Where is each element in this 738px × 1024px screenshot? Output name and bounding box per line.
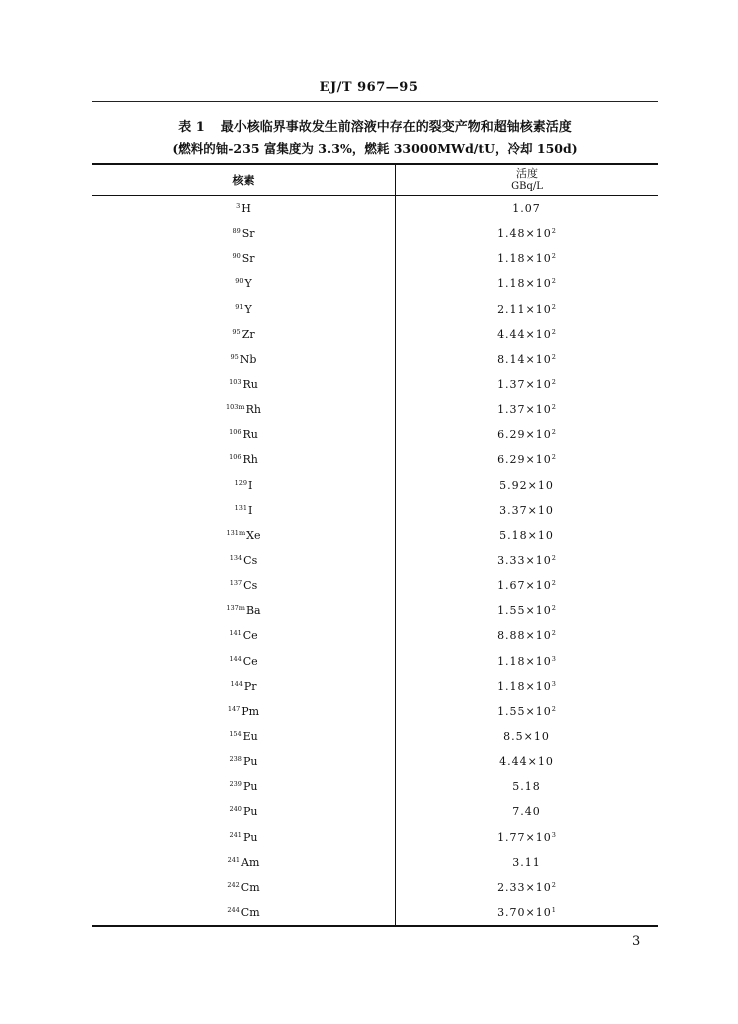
activity-exponent: 2 (551, 428, 556, 437)
element-symbol: I (248, 478, 253, 492)
activity-value: 1.77×10 (497, 830, 552, 844)
mass-number: 144 (229, 654, 242, 663)
nuclide-cell (92, 655, 395, 668)
nuclide-cell (92, 277, 395, 290)
nuclide-cell (92, 252, 395, 265)
element-symbol: Pm (241, 704, 260, 718)
activity-cell (395, 755, 658, 768)
activity-cell (395, 252, 658, 265)
element-symbol: I (248, 503, 253, 517)
mass-number: 134 (229, 554, 243, 563)
header-rule (92, 101, 658, 102)
mass-number: 131 (234, 503, 248, 512)
table-body (92, 196, 658, 925)
nuclide-cell (92, 504, 395, 517)
element-symbol: Cs (243, 554, 258, 568)
nuclide-cell (92, 202, 395, 215)
activity-value: 1.18×10 (497, 654, 552, 668)
element-symbol: Nb (239, 352, 257, 366)
nuclide-cell (92, 755, 395, 768)
activity-value: 5.92×10 (499, 478, 554, 492)
element-symbol: Ce (242, 654, 258, 668)
mass-number: 90 (232, 252, 241, 261)
column-header-nuclide: 核素 (92, 165, 396, 195)
element-symbol: Cs (243, 579, 258, 593)
mass-number: 141 (229, 629, 242, 638)
activity-cell (395, 227, 658, 240)
activity-exponent: 2 (551, 378, 556, 387)
page-number: 3 (632, 934, 641, 949)
nuclide-cell (92, 529, 395, 542)
mass-number: 241 (227, 855, 241, 864)
mass-number: 144 (230, 679, 243, 688)
activity-cell (395, 504, 658, 517)
activity-cell (395, 403, 658, 416)
table-row (92, 573, 658, 598)
activity-value: 5.18×10 (499, 528, 554, 542)
table-row (92, 196, 658, 221)
table-row (92, 372, 658, 397)
activity-label: 活度 (516, 167, 538, 180)
activity-cell (395, 604, 658, 617)
nuclide-cell (92, 780, 395, 793)
activity-value: 7.40 (512, 805, 541, 819)
activity-exponent: 2 (551, 352, 556, 361)
activity-exponent: 2 (551, 453, 556, 462)
mass-number: 239 (229, 780, 242, 789)
activity-cell (395, 378, 658, 391)
activity-cell (395, 881, 658, 894)
table-row (92, 724, 658, 749)
table-row (92, 397, 658, 422)
element-symbol: Zr (241, 327, 255, 341)
activity-cell (395, 705, 658, 718)
element-symbol: Xe (246, 528, 261, 542)
table-row (92, 322, 658, 347)
activity-cell (395, 277, 658, 290)
activity-exponent: 2 (551, 629, 556, 638)
table-row (92, 297, 658, 322)
nuclide-cell (92, 680, 395, 693)
nuclide-cell (92, 453, 395, 466)
activity-cell (395, 529, 658, 542)
mass-number: 103 (229, 378, 242, 387)
activity-value: 3.37×10 (499, 503, 554, 517)
nuclide-cell (92, 805, 395, 818)
activity-value: 3.70×10 (497, 906, 552, 919)
element-symbol: Cm (240, 880, 260, 894)
activity-value: 5.18 (512, 780, 541, 794)
mass-number: 95 (230, 352, 239, 361)
activity-cell (395, 453, 658, 466)
activity-exponent: 3 (551, 679, 556, 688)
table-header (92, 165, 658, 196)
mass-number: 241 (229, 830, 242, 839)
activity-cell (395, 328, 658, 341)
nuclide-cell (92, 428, 395, 441)
nuclide-cell (92, 831, 395, 844)
element-symbol: Rh (242, 453, 258, 467)
activity-exponent: 3 (551, 830, 556, 839)
mass-number: 106 (229, 453, 242, 462)
element-symbol: Pu (242, 805, 258, 819)
activity-value: 8.5×10 (503, 730, 550, 744)
mass-number: 129 (234, 478, 248, 487)
element-symbol: Pu (242, 830, 258, 844)
activity-exponent: 2 (551, 227, 556, 236)
table-subtitle: (燃料的铀-235 富集度为 3.3%，燃耗 33000MWd/tU，冷却 150d) (172, 141, 578, 156)
table-row (92, 271, 658, 296)
nuclide-activity-table (92, 163, 658, 927)
element-symbol: Pu (242, 780, 258, 794)
table-row (92, 623, 658, 648)
activity-value: 8.88×10 (497, 629, 552, 643)
activity-cell (395, 629, 658, 642)
mass-number: 106 (229, 428, 242, 437)
table-row (92, 221, 658, 246)
nuclide-cell (92, 579, 395, 592)
activity-value: 6.29×10 (497, 428, 552, 442)
element-symbol: Ru (242, 378, 258, 392)
table-row (92, 900, 658, 925)
element-symbol: Y (244, 277, 252, 291)
nuclide-cell (92, 479, 395, 492)
activity-cell (395, 303, 658, 316)
table-row (92, 749, 658, 774)
mass-number: 103m (226, 403, 245, 412)
activity-value: 1.37×10 (497, 403, 552, 417)
activity-value: 1.48×10 (497, 227, 552, 241)
activity-value: 1.18×10 (497, 252, 552, 266)
nuclide-cell (92, 629, 395, 642)
element-symbol: Sr (241, 227, 255, 241)
mass-number: 3 (236, 202, 241, 211)
element-symbol: Pr (243, 679, 257, 693)
element-symbol: Eu (242, 730, 258, 744)
mass-number: 89 (232, 227, 241, 236)
activity-cell (395, 579, 658, 592)
element-symbol: Am (241, 855, 260, 869)
mass-number: 240 (229, 805, 242, 814)
activity-value: 4.44×10 (499, 755, 554, 769)
mass-number: 131m (226, 528, 246, 537)
nuclide-cell (92, 378, 395, 391)
document-id: EJ/T 967—95 (319, 80, 419, 95)
activity-cell (395, 655, 658, 668)
table-row (92, 699, 658, 724)
table-number: 表 1 (178, 120, 205, 135)
table-row (92, 523, 658, 548)
table-row (92, 799, 658, 824)
nuclide-cell (92, 705, 395, 718)
table-row (92, 674, 658, 699)
nuclide-cell (92, 554, 395, 567)
activity-value: 3.11 (512, 855, 541, 869)
nuclide-cell (92, 403, 395, 416)
mass-number: 91 (235, 302, 244, 311)
activity-cell (395, 202, 658, 215)
activity-value: 3.33×10 (497, 554, 552, 568)
activity-exponent: 2 (551, 880, 556, 889)
element-symbol: Cm (240, 906, 260, 919)
activity-value: 1.67×10 (497, 579, 552, 593)
mass-number: 90 (235, 277, 244, 286)
activity-exponent: 3 (551, 654, 556, 663)
activity-exponent: 2 (551, 604, 556, 613)
table-title: 最小核临界事故发生前溶液中存在的裂变产物和超铀核素活度 (220, 120, 572, 135)
activity-exponent: 2 (551, 704, 556, 713)
nuclide-cell (92, 227, 395, 240)
activity-exponent: 2 (551, 403, 556, 412)
activity-value: 2.33×10 (497, 880, 552, 894)
activity-cell (395, 428, 658, 441)
activity-value: 1.07 (512, 202, 541, 216)
element-symbol: Y (244, 302, 252, 316)
activity-cell (395, 780, 658, 793)
table-row (92, 875, 658, 900)
activity-value: 4.44×10 (497, 327, 552, 341)
activity-value: 1.18×10 (497, 679, 552, 693)
mass-number: 95 (232, 327, 241, 336)
table-row (92, 246, 658, 271)
element-symbol: Ru (242, 428, 258, 442)
activity-exponent: 2 (551, 554, 556, 563)
table-row (92, 649, 658, 674)
activity-value: 1.18×10 (497, 277, 552, 291)
activity-value: 6.29×10 (497, 453, 552, 467)
activity-cell (395, 831, 658, 844)
mass-number: 238 (229, 755, 242, 764)
table-caption (92, 117, 658, 139)
column-header-activity (396, 165, 658, 195)
table-row (92, 422, 658, 447)
element-symbol: Ce (242, 629, 258, 643)
activity-cell (395, 353, 658, 366)
nuclide-cell (92, 353, 395, 366)
activity-value: 1.55×10 (497, 704, 552, 718)
element-symbol: Pu (242, 755, 258, 769)
activity-value: 1.37×10 (497, 378, 552, 392)
table-row (92, 850, 658, 875)
activity-exponent: 1 (551, 906, 556, 914)
activity-exponent: 2 (551, 327, 556, 336)
mass-number: 242 (227, 880, 240, 889)
mass-number: 147 (227, 704, 241, 713)
activity-cell (395, 680, 658, 693)
activity-cell (395, 906, 658, 919)
table-row (92, 447, 658, 472)
activity-exponent: 2 (551, 252, 556, 261)
activity-value: 8.14×10 (497, 352, 552, 366)
activity-exponent: 2 (551, 579, 556, 588)
activity-cell (395, 479, 658, 492)
mass-number: 137m (226, 604, 245, 613)
nuclide-cell (92, 328, 395, 341)
nuclide-cell (92, 906, 395, 919)
activity-exponent: 2 (551, 277, 556, 286)
table-row (92, 347, 658, 372)
element-symbol: Rh (245, 403, 261, 417)
nuclide-cell (92, 303, 395, 316)
table-row (92, 548, 658, 573)
nuclide-cell (92, 856, 395, 869)
activity-value: 2.11×10 (497, 302, 552, 316)
nuclide-cell (92, 604, 395, 617)
table-row (92, 498, 658, 523)
activity-value: 1.55×10 (497, 604, 552, 618)
element-symbol: Sr (241, 252, 255, 266)
table-row (92, 825, 658, 850)
activity-unit: GBq/L (511, 181, 543, 192)
mass-number: 244 (227, 906, 240, 914)
activity-cell (395, 805, 658, 818)
table-row (92, 774, 658, 799)
activity-exponent: 2 (551, 302, 556, 311)
mass-number: 137 (229, 579, 243, 588)
element-symbol: H (241, 202, 251, 216)
table-row (92, 598, 658, 623)
nuclide-cell (92, 730, 395, 743)
activity-cell (395, 730, 658, 743)
activity-cell (395, 856, 658, 869)
element-symbol: Ba (245, 604, 261, 618)
mass-number: 154 (229, 730, 242, 739)
activity-cell (395, 554, 658, 567)
nuclide-cell (92, 881, 395, 894)
table-row (92, 473, 658, 498)
